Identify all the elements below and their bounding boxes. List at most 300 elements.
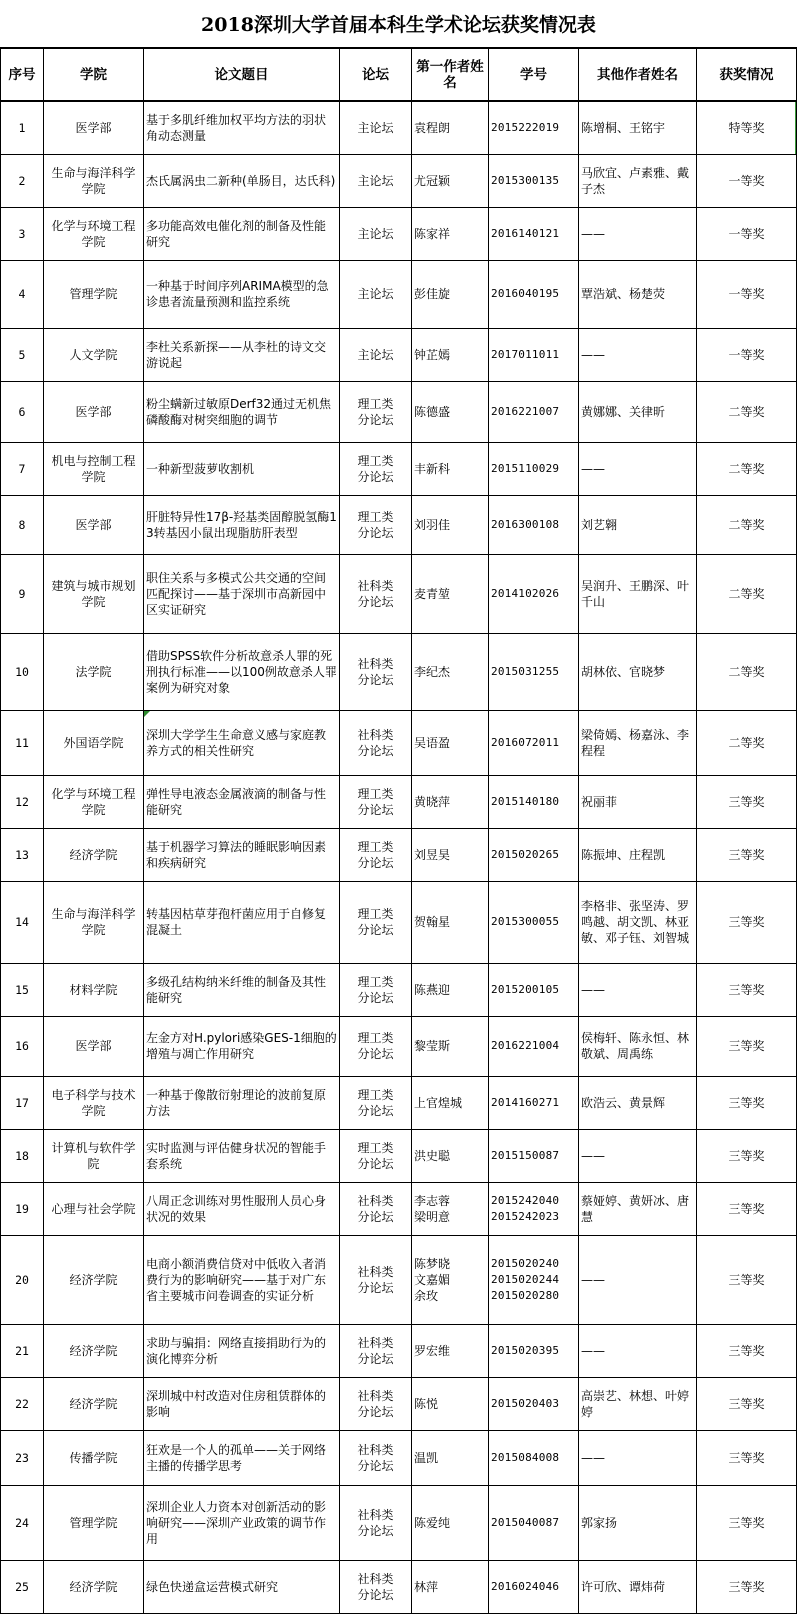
cell-index[interactable]: 12 — [1, 775, 44, 828]
cell-other-authors[interactable]: —— — [579, 1235, 697, 1324]
cell-forum[interactable]: 主论坛 — [340, 328, 412, 381]
cell-student-id[interactable] — [489, 328, 579, 381]
cell-index[interactable]: 13 — [1, 828, 44, 881]
forum-line: 社科类 — [357, 1442, 394, 1457]
cell-first-author[interactable] — [412, 442, 489, 495]
cell-forum[interactable] — [340, 1560, 412, 1613]
table-row — [1, 1560, 797, 1613]
cell-first-author-line: 陈梦晓 — [414, 1256, 451, 1271]
cell-first-author[interactable] — [412, 1129, 489, 1182]
cell-index[interactable]: 11 — [1, 710, 44, 775]
cell-first-author-line: 文嘉媚 — [414, 1272, 451, 1287]
cell-student-id-line: 2015020403 — [491, 1396, 560, 1410]
cell-forum[interactable]: 主论坛 — [340, 207, 412, 260]
cell-award[interactable]: 一等奖 — [697, 328, 797, 381]
cell-forum[interactable] — [340, 381, 412, 442]
cell-student-id[interactable] — [489, 633, 579, 710]
cell-first-author[interactable] — [412, 710, 489, 775]
cell-first-author-line: 罗宏维 — [414, 1343, 451, 1358]
table-row — [1, 154, 797, 207]
cell-college[interactable]: 经济学院 — [44, 828, 144, 881]
cell-student-id[interactable] — [489, 1485, 579, 1560]
cell-college[interactable]: 生命与海洋科学学院 — [44, 881, 144, 963]
cell-college[interactable]: 医学部 — [44, 381, 144, 442]
table-row — [1, 963, 797, 1016]
cell-student-id[interactable] — [489, 260, 579, 328]
cell-first-author[interactable] — [412, 1377, 489, 1430]
table-row — [1, 328, 797, 381]
cell-college[interactable]: 管理学院 — [44, 1485, 144, 1560]
cell-student-id[interactable] — [489, 381, 579, 442]
cell-other-authors[interactable]: 陈增桐、王铭宇 — [579, 101, 697, 154]
cell-forum[interactable] — [340, 633, 412, 710]
cell-student-id-line: 2015222019 — [491, 120, 560, 134]
forum-line: 理工类 — [357, 1031, 394, 1045]
cell-student-id[interactable] — [489, 101, 579, 154]
table-row — [1, 101, 797, 154]
cell-student-id-line: 2015020395 — [491, 1343, 560, 1357]
cell-student-id[interactable] — [489, 554, 579, 633]
table-row — [1, 381, 797, 442]
forum-line: 社科类 — [357, 1507, 394, 1522]
cell-award[interactable]: 三等奖 — [697, 963, 797, 1016]
cell-college[interactable]: 医学部 — [44, 1016, 144, 1076]
cell-forum[interactable] — [340, 1182, 412, 1235]
cell-other-authors[interactable]: 马欣宜、卢素雅、戴子杰 — [579, 154, 697, 207]
cell-student-id[interactable] — [489, 1182, 579, 1235]
cell-indicator-icon — [144, 711, 150, 717]
cell-paper-title[interactable]: 粉尘螨新过敏原Derf32通过无机焦磷酸酶对树突细胞的调节 — [144, 381, 340, 442]
cell-index[interactable]: 14 — [1, 881, 44, 963]
table-row — [1, 881, 797, 963]
forum-line: 分论坛 — [357, 923, 394, 937]
cell-paper-title[interactable]: 多功能高效电催化剂的制备及性能研究 — [144, 207, 340, 260]
cell-student-id-line: 2016072011 — [491, 735, 560, 749]
cell-paper-title[interactable]: 杰氏属涡虫二新种(单肠目，达氏科) — [144, 154, 340, 207]
cell-paper-title[interactable]: 八周正念训练对男性服刑人员心身状况的效果 — [144, 1182, 340, 1235]
cell-other-authors[interactable]: —— — [579, 442, 697, 495]
cell-college[interactable]: 电子科学与技术学院 — [44, 1076, 144, 1129]
forum-line: 分论坛 — [357, 1209, 394, 1224]
cell-first-author-line: 陈悦 — [414, 1396, 439, 1411]
cell-index[interactable]: 6 — [1, 381, 44, 442]
cell-student-id[interactable] — [489, 495, 579, 554]
cell-paper-title[interactable]: 基于机器学习算法的睡眠影响因素和疾病研究 — [144, 828, 340, 881]
cell-first-author[interactable] — [412, 1182, 489, 1235]
cell-first-author-line: 丰新科 — [414, 461, 451, 476]
cell-other-authors[interactable]: 胡林依、官晓梦 — [579, 633, 697, 710]
cell-forum[interactable] — [340, 1430, 412, 1485]
table-row — [1, 1182, 797, 1235]
cell-award[interactable]: 三等奖 — [697, 1430, 797, 1485]
cell-student-id[interactable] — [489, 710, 579, 775]
cell-first-author[interactable] — [412, 554, 489, 633]
forum-line: 分论坛 — [357, 802, 394, 817]
table-row — [1, 1377, 797, 1430]
header-other-authors[interactable]: 其他作者姓名 — [579, 48, 697, 101]
cell-forum[interactable] — [340, 710, 412, 775]
cell-first-author-line: 尤冠颖 — [414, 173, 451, 188]
cell-student-id-line: 2015031255 — [491, 664, 560, 678]
cell-index[interactable]: 25 — [1, 1560, 44, 1613]
cell-first-author[interactable] — [412, 260, 489, 328]
cell-forum[interactable] — [340, 1016, 412, 1076]
cell-student-id-line: 2016221007 — [491, 404, 560, 418]
cell-college[interactable]: 经济学院 — [44, 1235, 144, 1324]
cell-other-authors[interactable]: 郭家扬 — [579, 1485, 697, 1560]
cell-paper-title[interactable]: 深圳城中村改造对住房租赁群体的影响 — [144, 1377, 340, 1430]
forum-line: 理工类 — [357, 1087, 394, 1102]
cell-college[interactable]: 化学与环境工程学院 — [44, 775, 144, 828]
cell-index[interactable]: 2 — [1, 154, 44, 207]
cell-paper-title[interactable]: 绿色快递盒运营模式研究 — [144, 1560, 340, 1613]
cell-college[interactable]: 医学部 — [44, 101, 144, 154]
cell-first-author-line: 彭佳旋 — [414, 287, 451, 301]
cell-other-authors[interactable]: —— — [579, 1430, 697, 1485]
cell-student-id-line: 2016140121 — [491, 226, 560, 240]
cell-college[interactable]: 外国语学院 — [44, 710, 144, 775]
cell-student-id-line: 2014102026 — [491, 586, 560, 600]
cell-first-author[interactable] — [412, 775, 489, 828]
cell-index[interactable]: 1 — [1, 101, 44, 154]
cell-student-id-line: 2015020240 — [491, 1256, 560, 1270]
cell-other-authors[interactable]: 李格非、张坚涛、罗鸣越、胡文凯、林亚敏、邓子钰、刘智城 — [579, 881, 697, 963]
cell-first-author[interactable] — [412, 1235, 489, 1324]
cell-index[interactable]: 19 — [1, 1182, 44, 1235]
cell-paper-title[interactable]: 狂欢是一个人的孤单——关于网络主播的传播学思考 — [144, 1430, 340, 1485]
cell-first-author-line: 陈家祥 — [414, 226, 451, 241]
cell-first-author-line: 陈德盛 — [414, 404, 451, 419]
cell-student-id-line: 2016300108 — [491, 517, 560, 531]
cell-forum[interactable] — [340, 442, 412, 495]
header-index[interactable]: 序号 — [1, 48, 44, 101]
cell-other-authors[interactable]: 欧浩云、黄景辉 — [579, 1076, 697, 1129]
cell-student-id[interactable] — [489, 1129, 579, 1182]
cell-student-id-line: 2015020265 — [491, 847, 560, 861]
cell-award[interactable]: 三等奖 — [697, 881, 797, 963]
cell-other-authors[interactable]: 梁倚嫣、杨嘉泳、李程程 — [579, 710, 697, 775]
cell-paper-title[interactable]: 实时监测与评估健身状况的智能手套系统 — [144, 1129, 340, 1182]
cell-student-id[interactable] — [489, 1016, 579, 1076]
table-row — [1, 554, 797, 633]
cell-college[interactable]: 生命与海洋科学学院 — [44, 154, 144, 207]
table-row — [1, 495, 797, 554]
cell-index[interactable]: 22 — [1, 1377, 44, 1430]
cell-first-author[interactable] — [412, 1324, 489, 1377]
cell-student-id-line: 2015242040 — [491, 1193, 560, 1207]
cell-first-author-line: 洪史聪 — [414, 1148, 451, 1163]
cell-award[interactable]: 特等奖 — [697, 101, 797, 154]
cell-college[interactable]: 管理学院 — [44, 260, 144, 328]
cell-paper-title[interactable]: 一种基于像散衍射理论的波前复原方法 — [144, 1076, 340, 1129]
cell-student-id-line: 2016024046 — [491, 1579, 560, 1593]
cell-forum[interactable] — [340, 828, 412, 881]
cell-first-author-line: 梁明意 — [414, 1209, 451, 1224]
table-row — [1, 1324, 797, 1377]
cell-other-authors[interactable]: 侯梅轩、陈永恒、林敬斌、周禹练 — [579, 1016, 697, 1076]
cell-index[interactable]: 10 — [1, 633, 44, 710]
cell-first-author[interactable] — [412, 1430, 489, 1485]
cell-student-id[interactable] — [489, 207, 579, 260]
header-forum[interactable]: 论坛 — [340, 48, 412, 101]
cell-student-id-line: 2015020280 — [491, 1288, 560, 1302]
cell-college[interactable]: 机电与控制工程学院 — [44, 442, 144, 495]
cell-index[interactable]: 3 — [1, 207, 44, 260]
cell-student-id[interactable] — [489, 1430, 579, 1485]
cell-forum[interactable]: 主论坛 — [340, 260, 412, 328]
forum-line: 分论坛 — [357, 1458, 394, 1473]
header-first-author[interactable]: 第一作者姓名 — [412, 48, 489, 101]
cell-forum[interactable] — [340, 1377, 412, 1430]
cell-award[interactable]: 三等奖 — [697, 1377, 797, 1430]
cell-forum[interactable] — [340, 1235, 412, 1324]
cell-student-id[interactable] — [489, 1235, 579, 1324]
cell-student-id-line: 2015020244 — [491, 1272, 560, 1286]
cell-other-authors[interactable]: 覃浩斌、杨楚荧 — [579, 260, 697, 328]
cell-first-author[interactable] — [412, 828, 489, 881]
cell-first-author[interactable] — [412, 154, 489, 207]
cell-first-author[interactable] — [412, 1560, 489, 1613]
cell-paper-title[interactable]: 借助SPSS软件分析故意杀人罪的死刑执行标准——以100例故意杀人罪案例为研究对象 — [144, 633, 340, 710]
cell-student-id-line: 2016040195 — [491, 287, 560, 300]
cell-forum[interactable] — [340, 1485, 412, 1560]
cell-student-id[interactable] — [489, 1076, 579, 1129]
cell-award[interactable]: 三等奖 — [697, 775, 797, 828]
cell-student-id[interactable] — [489, 154, 579, 207]
cell-paper-title[interactable]: 弹性导电液态金属液滴的制备与性能研究 — [144, 775, 340, 828]
cell-student-id[interactable] — [489, 1324, 579, 1377]
forum-line: 社科类 — [357, 727, 394, 742]
cell-first-author[interactable] — [412, 1016, 489, 1076]
cell-first-author-line: 吴语盈 — [414, 735, 451, 750]
cell-college[interactable]: 心理与社会学院 — [44, 1182, 144, 1235]
table-row — [1, 828, 797, 881]
cell-student-id[interactable] — [489, 1560, 579, 1613]
cell-student-id-line: 2015040087 — [491, 1515, 560, 1529]
forum-line: 分论坛 — [357, 1156, 394, 1171]
cell-other-authors[interactable]: —— — [579, 1129, 697, 1182]
cell-award[interactable]: 三等奖 — [697, 1076, 797, 1129]
cell-other-authors[interactable]: —— — [579, 963, 697, 1016]
cell-student-id-line: 2014160271 — [491, 1095, 560, 1109]
cell-college[interactable]: 经济学院 — [44, 1560, 144, 1613]
cell-paper-title[interactable]: 职住关系与多模式公共交通的空间匹配探讨——基于深圳市高新园中区实证研究 — [144, 554, 340, 633]
cell-forum[interactable]: 主论坛 — [340, 101, 412, 154]
cell-first-author-line: 钟芷嫣 — [414, 347, 451, 362]
cell-other-authors[interactable]: —— — [579, 1324, 697, 1377]
table-row — [1, 207, 797, 260]
cell-first-author-line: 黄晓萍 — [414, 794, 451, 809]
forum-line: 社科类 — [357, 578, 394, 593]
cell-award[interactable]: 三等奖 — [697, 1235, 797, 1324]
cell-first-author-line: 上官煌城 — [414, 1095, 463, 1110]
forum-line: 分论坛 — [357, 525, 394, 540]
cell-index[interactable]: 24 — [1, 1485, 44, 1560]
cell-student-id-line: 2015150087 — [491, 1148, 560, 1162]
cell-paper-title[interactable]: 电商小额消费信贷对中低收入者消费行为的影响研究——基于对广东省主要城市问卷调查的实证分析 — [144, 1235, 340, 1324]
cell-student-id[interactable] — [489, 775, 579, 828]
cell-paper-title[interactable]: 深圳大学学生生命意义感与家庭教养方式的相关性研究 — [144, 710, 340, 775]
cell-paper-title[interactable]: 肝脏特异性17β-羟基类固醇脱氢酶13转基因小鼠出现脂肪肝表型 — [144, 495, 340, 554]
cell-other-authors[interactable]: —— — [579, 207, 697, 260]
cell-other-authors[interactable]: 高崇艺、林想、叶婷婷 — [579, 1377, 697, 1430]
cell-student-id-line: 2015300135 — [491, 173, 560, 187]
cell-award[interactable]: 一等奖 — [697, 260, 797, 328]
cell-other-authors[interactable]: 许可欣、谭炜荷 — [579, 1560, 697, 1613]
forum-line: 社科类 — [357, 1571, 394, 1586]
awards-table — [0, 47, 797, 1614]
cell-index[interactable]: 9 — [1, 554, 44, 633]
table-row — [1, 1485, 797, 1560]
cell-first-author-line: 麦青堃 — [414, 586, 451, 601]
cell-paper-title[interactable]: 深圳企业人力资本对创新活动的影响研究——深圳产业政策的调节作用 — [144, 1485, 340, 1560]
cell-college[interactable]: 医学部 — [44, 495, 144, 554]
cell-first-author[interactable] — [412, 207, 489, 260]
cell-award[interactable]: 二等奖 — [697, 495, 797, 554]
cell-first-author-line: 陈燕迎 — [414, 982, 451, 997]
cell-index[interactable]: 17 — [1, 1076, 44, 1129]
cell-index[interactable]: 7 — [1, 442, 44, 495]
cell-index[interactable]: 21 — [1, 1324, 44, 1377]
header-student-id[interactable]: 学号 — [489, 48, 579, 101]
cell-college[interactable]: 计算机与软件学院 — [44, 1129, 144, 1182]
cell-student-id[interactable] — [489, 1377, 579, 1430]
cell-other-authors[interactable]: 陈振坤、庄程凯 — [579, 828, 697, 881]
cell-college[interactable]: 经济学院 — [44, 1324, 144, 1377]
cell-index[interactable]: 20 — [1, 1235, 44, 1324]
forum-line: 分论坛 — [357, 855, 394, 870]
cell-first-author[interactable] — [412, 1076, 489, 1129]
cell-first-author-line: 黎莹斯 — [414, 1039, 451, 1053]
cell-award[interactable]: 二等奖 — [697, 381, 797, 442]
forum-line: 理工类 — [357, 974, 394, 989]
cell-first-author[interactable] — [412, 101, 489, 154]
header-award[interactable]: 获奖情况 — [697, 48, 797, 101]
forum-line: 分论坛 — [357, 412, 394, 427]
cell-paper-title[interactable]: 基于多肌纤维加权平均方法的羽状角动态测量 — [144, 101, 340, 154]
cell-first-author[interactable] — [412, 381, 489, 442]
cell-first-author[interactable] — [412, 633, 489, 710]
forum-line: 理工类 — [357, 396, 394, 411]
cell-forum[interactable] — [340, 1076, 412, 1129]
cell-forum[interactable] — [340, 963, 412, 1016]
cell-first-author[interactable] — [412, 1485, 489, 1560]
cell-student-id[interactable] — [489, 828, 579, 881]
cell-index[interactable]: 8 — [1, 495, 44, 554]
cell-index[interactable]: 5 — [1, 328, 44, 381]
cell-student-id[interactable] — [489, 442, 579, 495]
cell-paper-title[interactable]: 转基因枯草芽孢杆菌应用于自修复混凝土 — [144, 881, 340, 963]
cell-paper-title[interactable]: 一种基于时间序列ARIMA模型的急诊患者流量预测和监控系统 — [144, 260, 340, 328]
cell-paper-title[interactable]: 左金方对H.pylori感染GES-1细胞的增殖与凋亡作用研究 — [144, 1016, 340, 1076]
cell-forum[interactable] — [340, 495, 412, 554]
cell-award[interactable]: 三等奖 — [697, 828, 797, 881]
cell-college[interactable]: 法学院 — [44, 633, 144, 710]
cell-award[interactable]: 二等奖 — [697, 442, 797, 495]
forum-line: 分论坛 — [357, 743, 394, 758]
cell-forum[interactable]: 主论坛 — [340, 154, 412, 207]
forum-line: 理工类 — [357, 839, 394, 854]
cell-other-authors[interactable]: 刘艺翱 — [579, 495, 697, 554]
cell-forum[interactable] — [340, 554, 412, 633]
cell-college[interactable]: 人文学院 — [44, 328, 144, 381]
cell-index[interactable]: 15 — [1, 963, 44, 1016]
forum-line: 理工类 — [357, 453, 394, 468]
cell-first-author[interactable] — [412, 495, 489, 554]
cell-award[interactable]: 三等奖 — [697, 1182, 797, 1235]
cell-student-id[interactable] — [489, 881, 579, 963]
cell-award[interactable]: 三等奖 — [697, 1129, 797, 1182]
table-row — [1, 1076, 797, 1129]
cell-index[interactable]: 4 — [1, 260, 44, 328]
cell-award[interactable]: 二等奖 — [697, 633, 797, 710]
cell-award[interactable]: 三等奖 — [697, 1485, 797, 1560]
forum-line: 分论坛 — [357, 990, 394, 1005]
cell-award[interactable]: 二等奖 — [697, 710, 797, 775]
cell-student-id[interactable] — [489, 963, 579, 1016]
forum-line: 社科类 — [357, 656, 394, 671]
table-row — [1, 442, 797, 495]
forum-line: 理工类 — [357, 1140, 394, 1155]
cell-forum[interactable] — [340, 881, 412, 963]
cell-college[interactable]: 材料学院 — [44, 963, 144, 1016]
cell-paper-title[interactable]: 李杜关系新探——从李杜的诗文交游说起 — [144, 328, 340, 381]
cell-college[interactable]: 经济学院 — [44, 1377, 144, 1430]
header-college[interactable]: 学院 — [44, 48, 144, 101]
table-row — [1, 1129, 797, 1182]
cell-forum[interactable] — [340, 775, 412, 828]
cell-first-author[interactable] — [412, 328, 489, 381]
cell-other-authors[interactable]: 吴润升、王鹏深、叶千山 — [579, 554, 697, 633]
cell-college[interactable]: 化学与环境工程学院 — [44, 207, 144, 260]
cell-college[interactable]: 传播学院 — [44, 1430, 144, 1485]
cell-award[interactable]: 一等奖 — [697, 207, 797, 260]
header-row — [1, 48, 797, 101]
header-paper-title[interactable]: 论文题目 — [144, 48, 340, 101]
cell-award[interactable]: 三等奖 — [697, 1560, 797, 1613]
cell-other-authors[interactable]: 黄娜娜、关律昕 — [579, 381, 697, 442]
forum-line: 理工类 — [357, 509, 394, 524]
cell-index[interactable]: 18 — [1, 1129, 44, 1182]
cell-other-authors[interactable]: 蔡娅婷、黄妍冰、唐慧 — [579, 1182, 697, 1235]
forum-line: 分论坛 — [357, 1587, 394, 1602]
cell-first-author[interactable] — [412, 881, 489, 963]
table-row — [1, 260, 797, 328]
cell-first-author[interactable] — [412, 963, 489, 1016]
forum-line: 社科类 — [357, 1193, 394, 1208]
cell-paper-title[interactable]: 一种新型菠萝收割机 — [144, 442, 340, 495]
forum-line: 理工类 — [357, 786, 394, 801]
cell-index[interactable]: 16 — [1, 1016, 44, 1076]
forum-line: 社科类 — [357, 1335, 394, 1350]
cell-other-authors[interactable]: —— — [579, 328, 697, 381]
cell-index[interactable]: 23 — [1, 1430, 44, 1485]
cell-award[interactable]: 二等奖 — [697, 554, 797, 633]
forum-line: 分论坛 — [357, 1280, 394, 1295]
cell-forum[interactable] — [340, 1129, 412, 1182]
cell-other-authors[interactable]: 祝丽菲 — [579, 775, 697, 828]
cell-award[interactable]: 三等奖 — [697, 1016, 797, 1076]
cell-paper-title[interactable]: 多级孔结构纳米纤维的制备及其性能研究 — [144, 963, 340, 1016]
cell-college[interactable]: 建筑与城市规划学院 — [44, 554, 144, 633]
cell-paper-title[interactable]: 求助与骗捐：网络直接捐助行为的演化博弈分析 — [144, 1324, 340, 1377]
forum-line: 分论坛 — [357, 1047, 394, 1061]
cell-first-author-line: 余玫 — [414, 1288, 439, 1303]
cell-first-author-line: 刘羽佳 — [414, 517, 451, 532]
cell-forum[interactable] — [340, 1324, 412, 1377]
cell-award[interactable]: 一等奖 — [697, 154, 797, 207]
cell-award[interactable]: 三等奖 — [697, 1324, 797, 1377]
